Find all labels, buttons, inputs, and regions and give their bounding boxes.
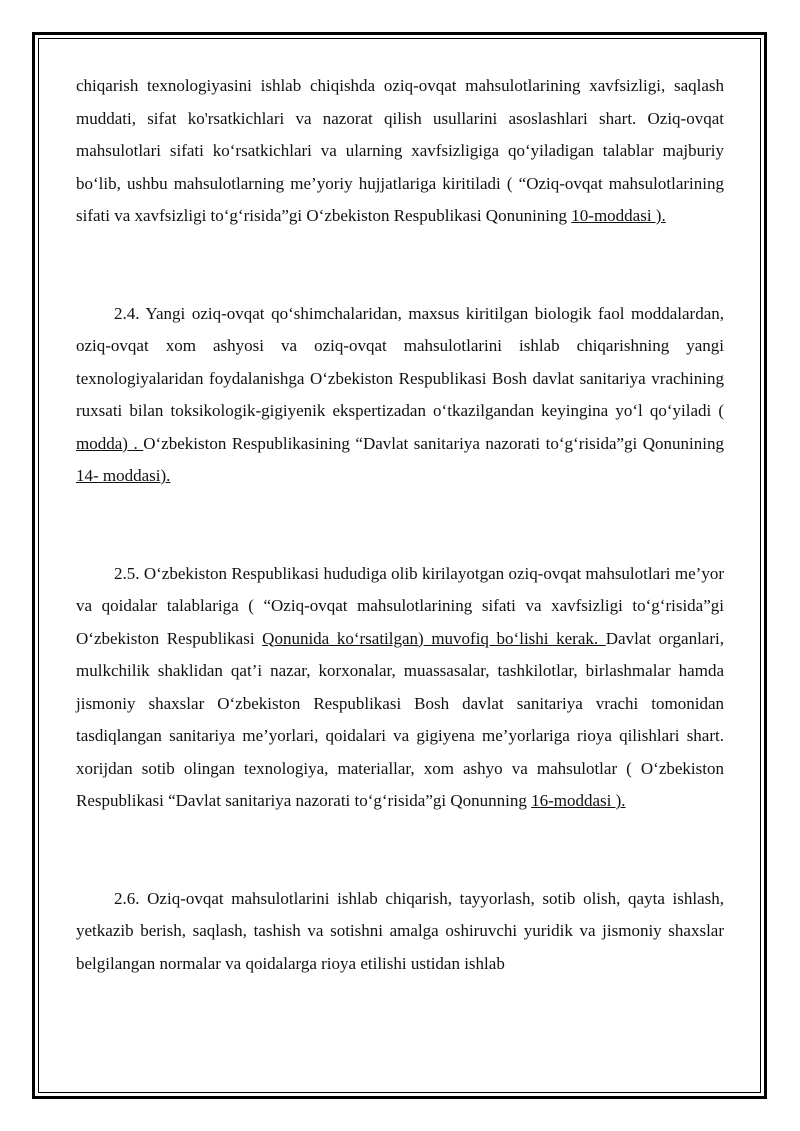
law-article-link[interactable]: modda) . [76,433,144,453]
law-article-link[interactable]: 14- moddasi). [76,466,171,485]
law-reference-link[interactable]: Qonunida ko‘rsatilgan) muvofiq bo‘lishi kerak. [262,628,606,648]
paragraph-2-4 [76,298,724,493]
paragraph-2-5 [76,558,724,818]
paragraph-spacer [76,233,724,298]
paragraph-text: 2.6. Oziq-ovqat mahsulotlarini ishlab chiqarish, tayyorlash, sotib olish, qayta ishlash, yetkazib berish, saqlash, tashish va sotishni amalga oshiruvchi yuridik va jismoniy shaxslar belgilangan normalar va qoidalarga rioya etilishi ustidan ishlab [76,888,724,973]
law-article-link[interactable]: 10-moddasi ). [571,206,666,225]
paragraph-1 [76,70,724,233]
paragraph-text: O‘zbekiston Respublikasining “Davlat sanitariya nazorati to‘g‘risida”gi Qonunining [143,433,724,453]
paragraph-2-6 [76,883,724,981]
paragraph-text: 2.5. O‘zbekiston Respublikasi hududiga olib kirilayotgan oziq-ovqat mahsulotlari me’yor va qoidalar talablariga ( “Oziq-ovqat mahsulotlarining sifati va xavfsizligi to‘g‘risida”gi O‘zbekiston Respublikasi [76,563,724,648]
paragraph-spacer [76,818,724,883]
paragraph-spacer [76,493,724,558]
paragraph-text: Davlat organlari, mulkchilik shaklidan qat’i nazar, korxonalar, muassasalar, tashkilotlar, birlashmalar hamda jismoniy shaxslar O‘zbekiston Respublikasi Bosh davlat sanitariya vrachi tomonidan tasdiqlangan sanitariya me’yorlari, qoidalari va gigiyena me’yorlariga rioya qilishlari shart. xorijdan sotib olingan texnologiya, materiallar, xom ashyo va mahsulotlar ( O‘zbekiston Respublikasi “Davlat sanitariya nazorati to‘g‘risida”gi Qonunning [76,628,724,810]
document-body [76,70,724,980]
paragraph-text: chiqarish texnologiyasini ishlab chiqishda oziq-ovqat mahsulotlarining xavfsizligi, saqlash muddati, sifat ko'rsatkichlari va nazorat qilish usullarini asoslashlari shart. Oziq-ovqat mahsulotlari sifati ko‘rsatkichlari va ularning xavfsizligiga qo‘yiladigan talablar majburiy bo‘lib, ushbu mahsulotlarning me’yoriy hujjatlariga kiritiladi ( “Oziq-ovqat mahsulotlarining sifati va xavfsizligi to‘g‘risida”gi O‘zbekiston Respublikasi Qonunining [76,76,724,225]
law-article-link[interactable]: 16-moddasi ). [531,791,626,810]
paragraph-text: 2.4. Yangi oziq-ovqat qo‘shimchalaridan, maxsus kiritilgan biologik faol moddalardan, oziq-ovqat xom ashyosi va oziq-ovqat mahsulotlarini ishlab chiqarishning yangi texnologiyalaridan foydalanishga O‘zbekiston Respublikasi Bosh davlat sanitariya vrachining ruxsati bilan toksikologik-gigiyenik ekspertizadan o‘tkazilgandan keyingina yo‘l qo‘yiladi ( [76,303,724,420]
